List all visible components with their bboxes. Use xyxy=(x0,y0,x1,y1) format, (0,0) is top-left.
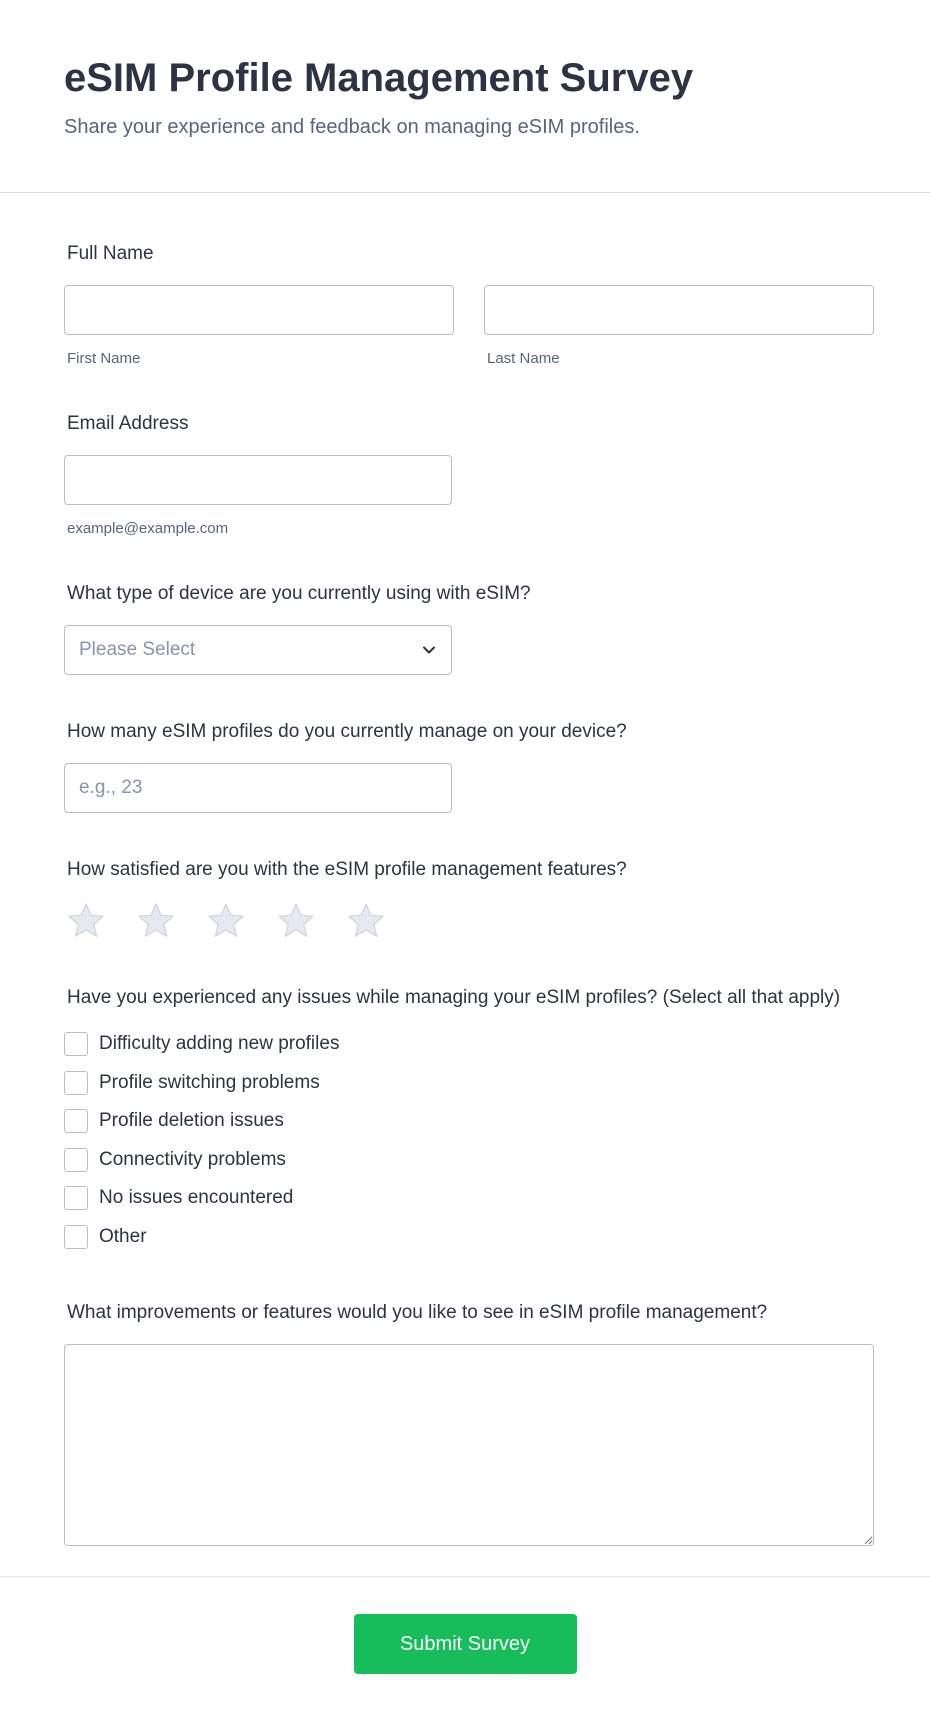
survey-header xyxy=(0,0,930,193)
full-name-label: Full Name xyxy=(67,243,154,264)
first-name-sublabel: First Name xyxy=(67,350,141,367)
email-sublabel: example@example.com xyxy=(67,520,229,537)
profiles-count-label: How many eSIM profiles do you currently manage on your device? xyxy=(67,721,627,742)
issues-checkbox-list xyxy=(64,1025,866,1256)
device-field xyxy=(64,581,866,675)
issue-checkbox[interactable] xyxy=(64,1032,88,1056)
issue-option[interactable] xyxy=(64,1102,866,1141)
issue-option-label: Profile deletion issues xyxy=(99,1110,284,1132)
last-name-input[interactable] xyxy=(484,285,874,335)
last-name-sublabel: Last Name xyxy=(487,350,560,367)
page-title: eSIM Profile Management Survey xyxy=(64,56,694,100)
star-icon[interactable] xyxy=(136,901,176,941)
issue-option-label: Connectivity problems xyxy=(99,1148,286,1170)
issue-checkbox[interactable] xyxy=(64,1186,88,1210)
issue-checkbox[interactable] xyxy=(64,1148,88,1172)
full-name-field xyxy=(64,241,866,367)
improvements-field xyxy=(64,1300,866,1546)
issue-checkbox[interactable] xyxy=(64,1225,88,1249)
first-name-input[interactable] xyxy=(64,285,454,335)
chevron-down-icon xyxy=(421,642,437,658)
improvements-label: What improvements or features would you like to see in eSIM profile management? xyxy=(67,1302,768,1323)
issue-option-label: Other xyxy=(99,1225,147,1247)
issue-option-label: Difficulty adding new profiles xyxy=(99,1033,340,1055)
improvements-textarea[interactable] xyxy=(64,1344,874,1546)
star-icon[interactable] xyxy=(346,901,386,941)
issue-checkbox[interactable] xyxy=(64,1071,88,1095)
satisfaction-label: How satisfied are you with the eSIM profile management features? xyxy=(67,859,627,880)
email-field xyxy=(64,411,866,537)
email-input[interactable] xyxy=(64,455,452,505)
device-select-value: Please Select xyxy=(79,639,196,660)
survey-form xyxy=(0,193,930,1546)
email-label: Email Address xyxy=(67,413,189,434)
issues-field xyxy=(64,985,866,1256)
issue-checkbox[interactable] xyxy=(64,1109,88,1133)
page-subtitle: Share your experience and feedback on managing eSIM profiles. xyxy=(64,116,640,138)
profiles-count-input[interactable] xyxy=(64,763,452,813)
issue-option-label: No issues encountered xyxy=(99,1187,294,1209)
issue-option[interactable] xyxy=(64,1179,866,1218)
device-label: What type of device are you currently using with eSIM? xyxy=(67,583,531,604)
profiles-count-field xyxy=(64,719,866,813)
issues-label: Have you experienced any issues while managing your eSIM profiles? (Select all that apply) xyxy=(67,987,841,1008)
form-footer xyxy=(0,1576,930,1674)
star-icon[interactable] xyxy=(276,901,316,941)
device-select[interactable] xyxy=(64,625,452,675)
star-rating xyxy=(66,901,866,941)
star-icon[interactable] xyxy=(66,901,106,941)
issue-option[interactable] xyxy=(64,1025,866,1064)
issue-option[interactable] xyxy=(64,1218,866,1257)
submit-survey-button[interactable]: Submit Survey xyxy=(354,1614,577,1674)
issue-option[interactable] xyxy=(64,1141,866,1180)
star-icon[interactable] xyxy=(206,901,246,941)
satisfaction-field xyxy=(64,857,866,941)
issue-option[interactable] xyxy=(64,1064,866,1103)
issue-option-label: Profile switching problems xyxy=(99,1071,320,1093)
